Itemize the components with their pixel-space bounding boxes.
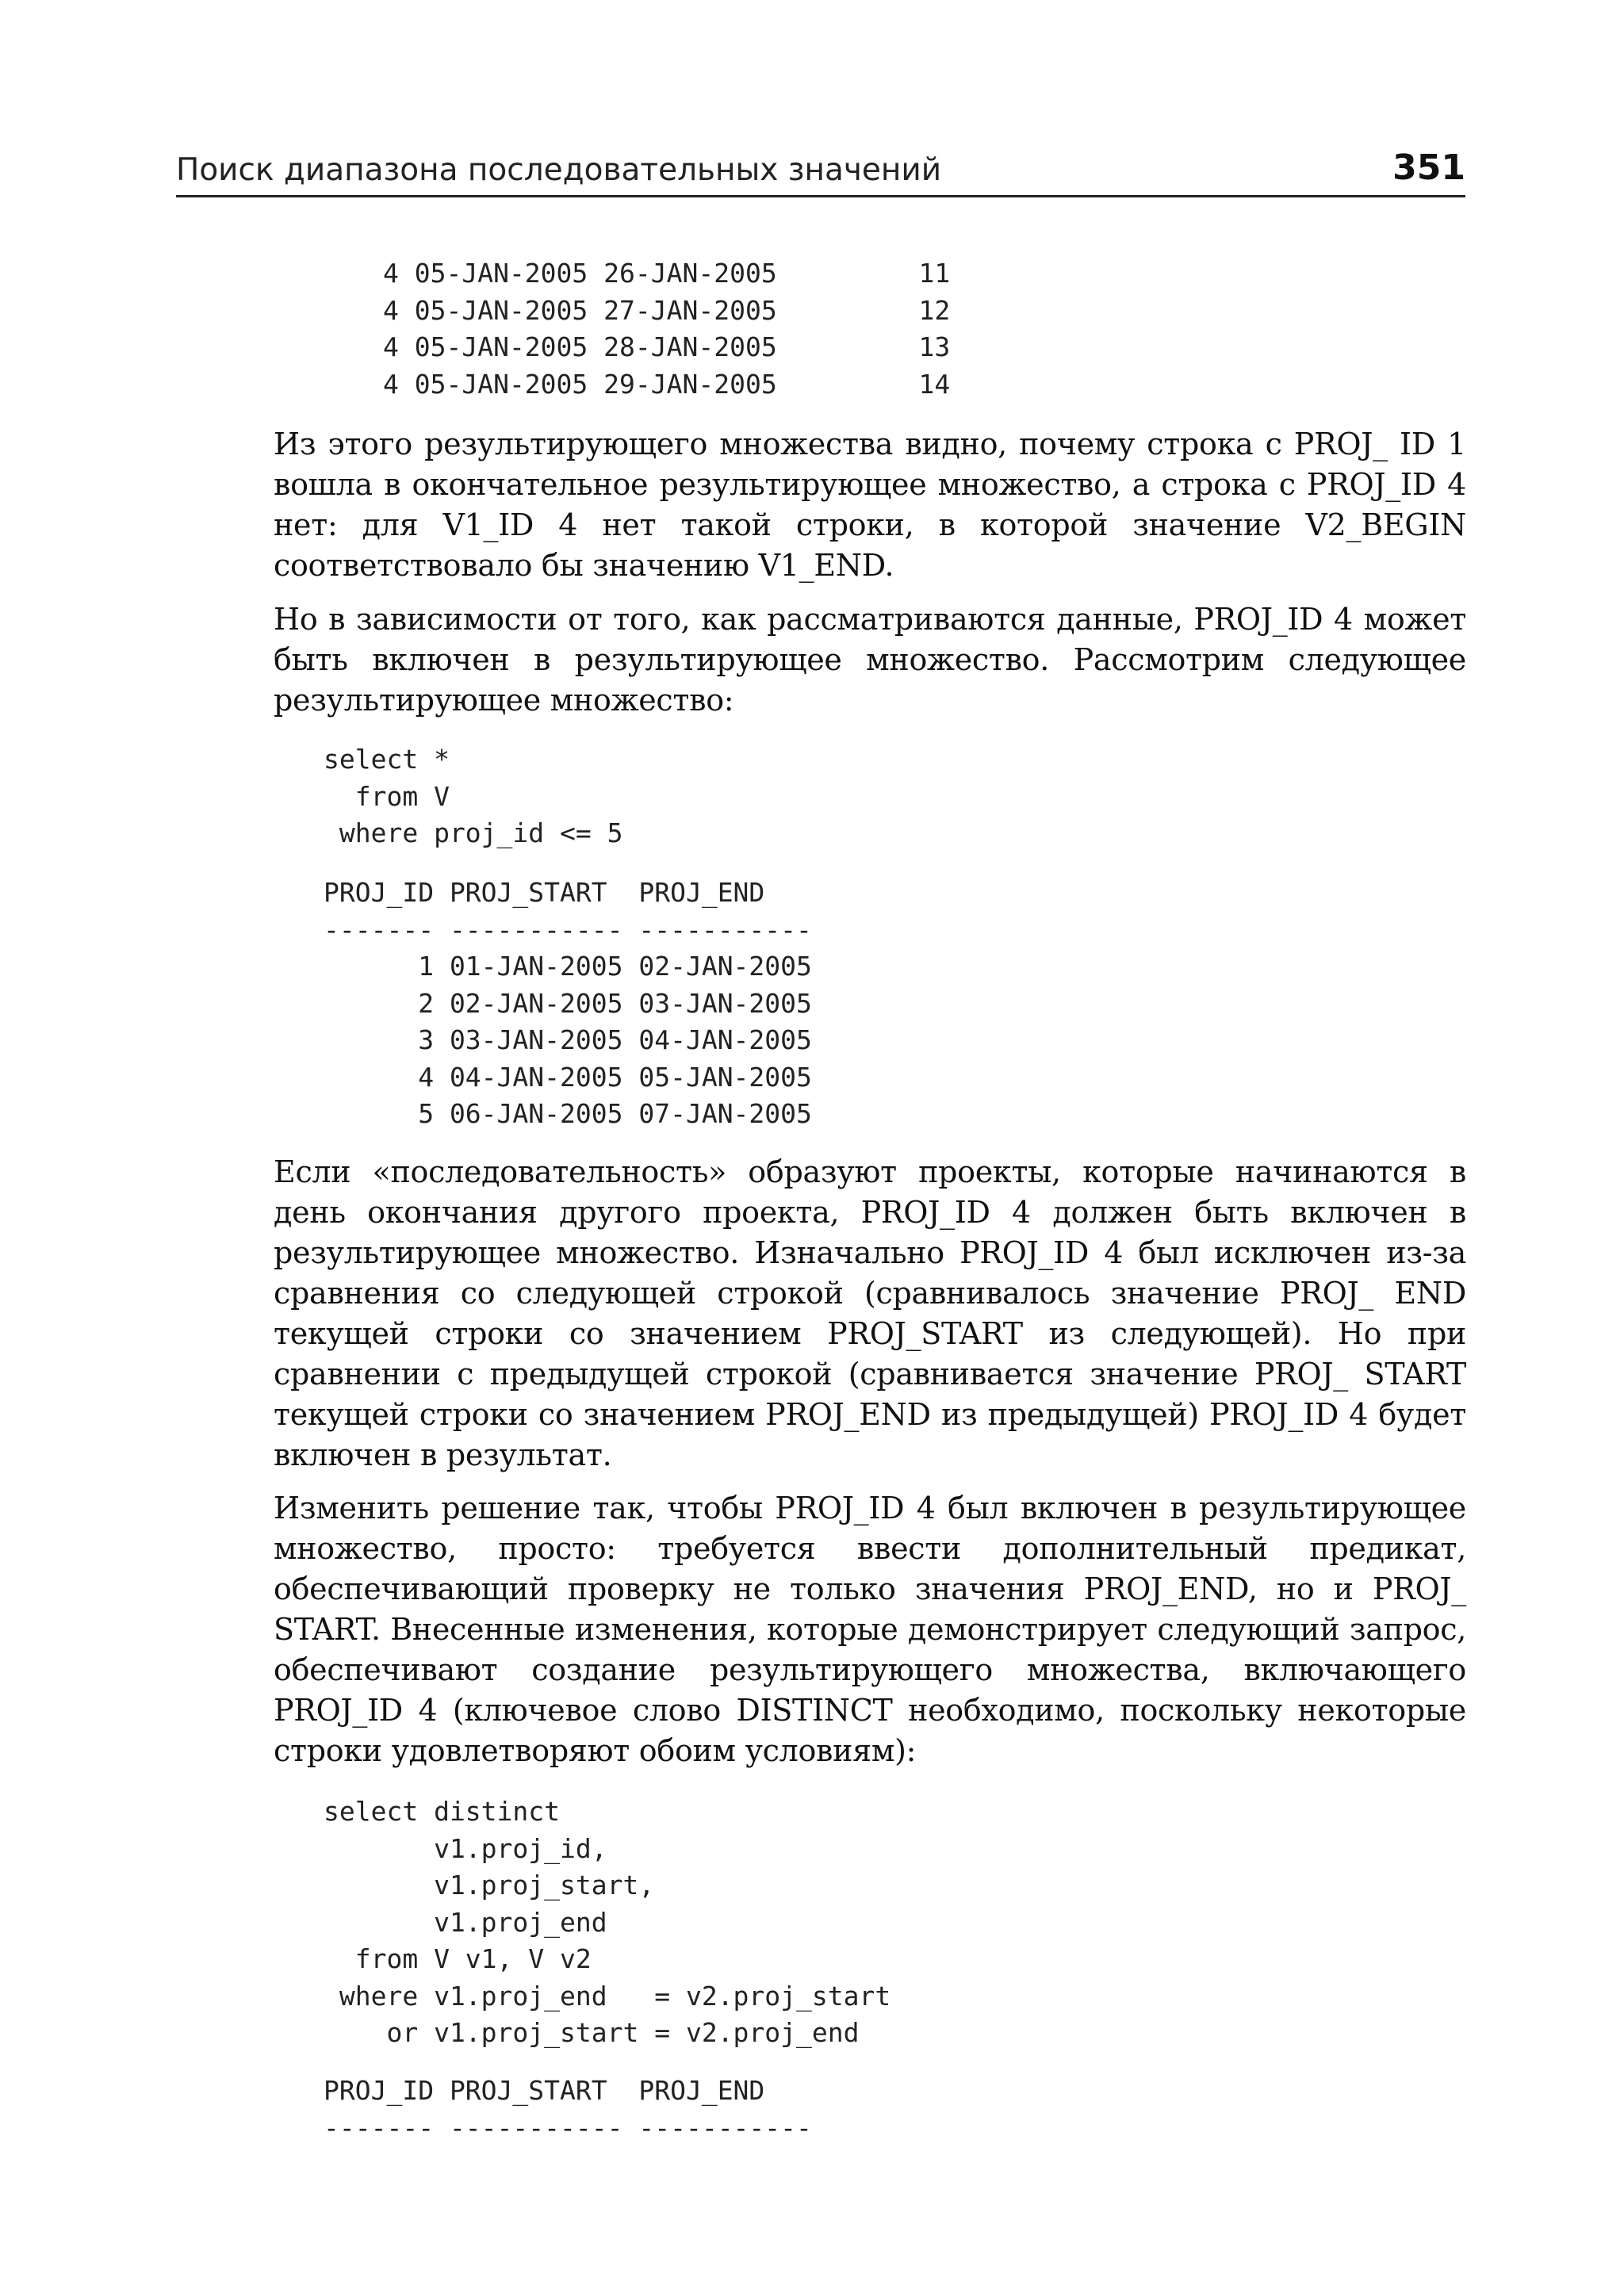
code-line: 4 05-JAN-2005 28-JAN-2005 13 <box>383 331 951 362</box>
code-line: 4 05-JAN-2005 26-JAN-2005 11 <box>383 258 951 289</box>
code-block-result-tail <box>383 255 950 403</box>
paragraph: Изменить решение так, чтобы PROJ_ID 4 был включен в результирующее множество, просто: требуется ввести дополнительный предикат, обеспечивающий проверку не только значения PROJ_END, но и PROJ_ START. Внесенные изменения, которые демонстрирует следующий запрос, обеспечивают создание результирующего множества, включающего PROJ_ID 4 (ключевое слово DISTINCT необходимо, поскольку некоторые строки удовлетворяют обоим условиям): <box>274 1491 1466 1768</box>
code-line: 5 06-JAN-2005 07-JAN-2005 <box>324 1098 812 1129</box>
code-block-query <box>324 741 623 852</box>
code-line: 4 05-JAN-2005 27-JAN-2005 12 <box>383 294 951 326</box>
code-line: 2 02-JAN-2005 03-JAN-2005 <box>324 987 812 1019</box>
paragraph: Но в зависимости от того, как рассматриваются данные, PROJ_ID 4 может быть включен в результирующее множество. Рассмотрим следующее результирующее множество: <box>274 602 1466 718</box>
paragraph: Если «последовательность» образуют проекты, которые начинаются в день окончания другого проекта, PROJ_ID 4 должен быть включен в результирующее множество. Изначально PROJ_ID 4 был исключен из-за сравнения со следующей строкой (сравнивалось значение PROJ_ END текущей строки со значением PROJ_START из следующей). Но при сравнении с предыдущей строкой (сравнивается значение PROJ_ START текущей строки со значением PROJ_END из предыдущей) PROJ_ID 4 будет включен в результат. <box>274 1154 1466 1472</box>
code-line: ------- ----------- ----------- <box>324 2111 812 2143</box>
code-line: select distinct <box>324 1796 561 1827</box>
code-block-result-header <box>324 2073 812 2146</box>
code-line: v1.proj_start, <box>324 1870 655 1901</box>
code-line: v1.proj_end <box>324 1906 607 1938</box>
code-line: 3 03-JAN-2005 04-JAN-2005 <box>324 1024 812 1055</box>
code-line: PROJ_ID PROJ_START PROJ_END <box>324 877 765 908</box>
code-line: select * <box>324 744 450 775</box>
code-block-query <box>324 1793 891 2052</box>
code-line: or v1.proj_start = v2.proj_end <box>324 2017 860 2048</box>
code-line: from V v1, V v2 <box>324 1943 592 1974</box>
code-line: where proj_id <= 5 <box>324 817 623 848</box>
code-line: 1 01-JAN-2005 02-JAN-2005 <box>324 951 812 982</box>
paragraph: Из этого результирующего множества видно, почему строка с PROJ_ ID 1 вошла в окончательное результирующее множество, а строка с PROJ_ID 4 нет: для V1_ID 4 нет такой строки, в которой значение V2_BEGIN соответствовало бы значению V1_END. <box>274 427 1466 583</box>
code-line: where v1.proj_end = v2.proj_start <box>324 1980 891 2012</box>
code-block-result <box>324 875 812 1133</box>
code-line: 4 04-JAN-2005 05-JAN-2005 <box>324 1061 812 1093</box>
running-title: Поиск диапазона последовательных значений <box>176 152 942 188</box>
code-line: ------- ----------- ----------- <box>324 913 812 945</box>
code-line: PROJ_ID PROJ_START PROJ_END <box>324 2075 765 2106</box>
page-number: 351 <box>1392 147 1465 188</box>
code-line: v1.proj_id, <box>324 1832 607 1864</box>
running-header <box>176 147 1465 197</box>
code-line: from V <box>324 780 450 812</box>
code-line: 4 05-JAN-2005 29-JAN-2005 14 <box>383 368 951 400</box>
